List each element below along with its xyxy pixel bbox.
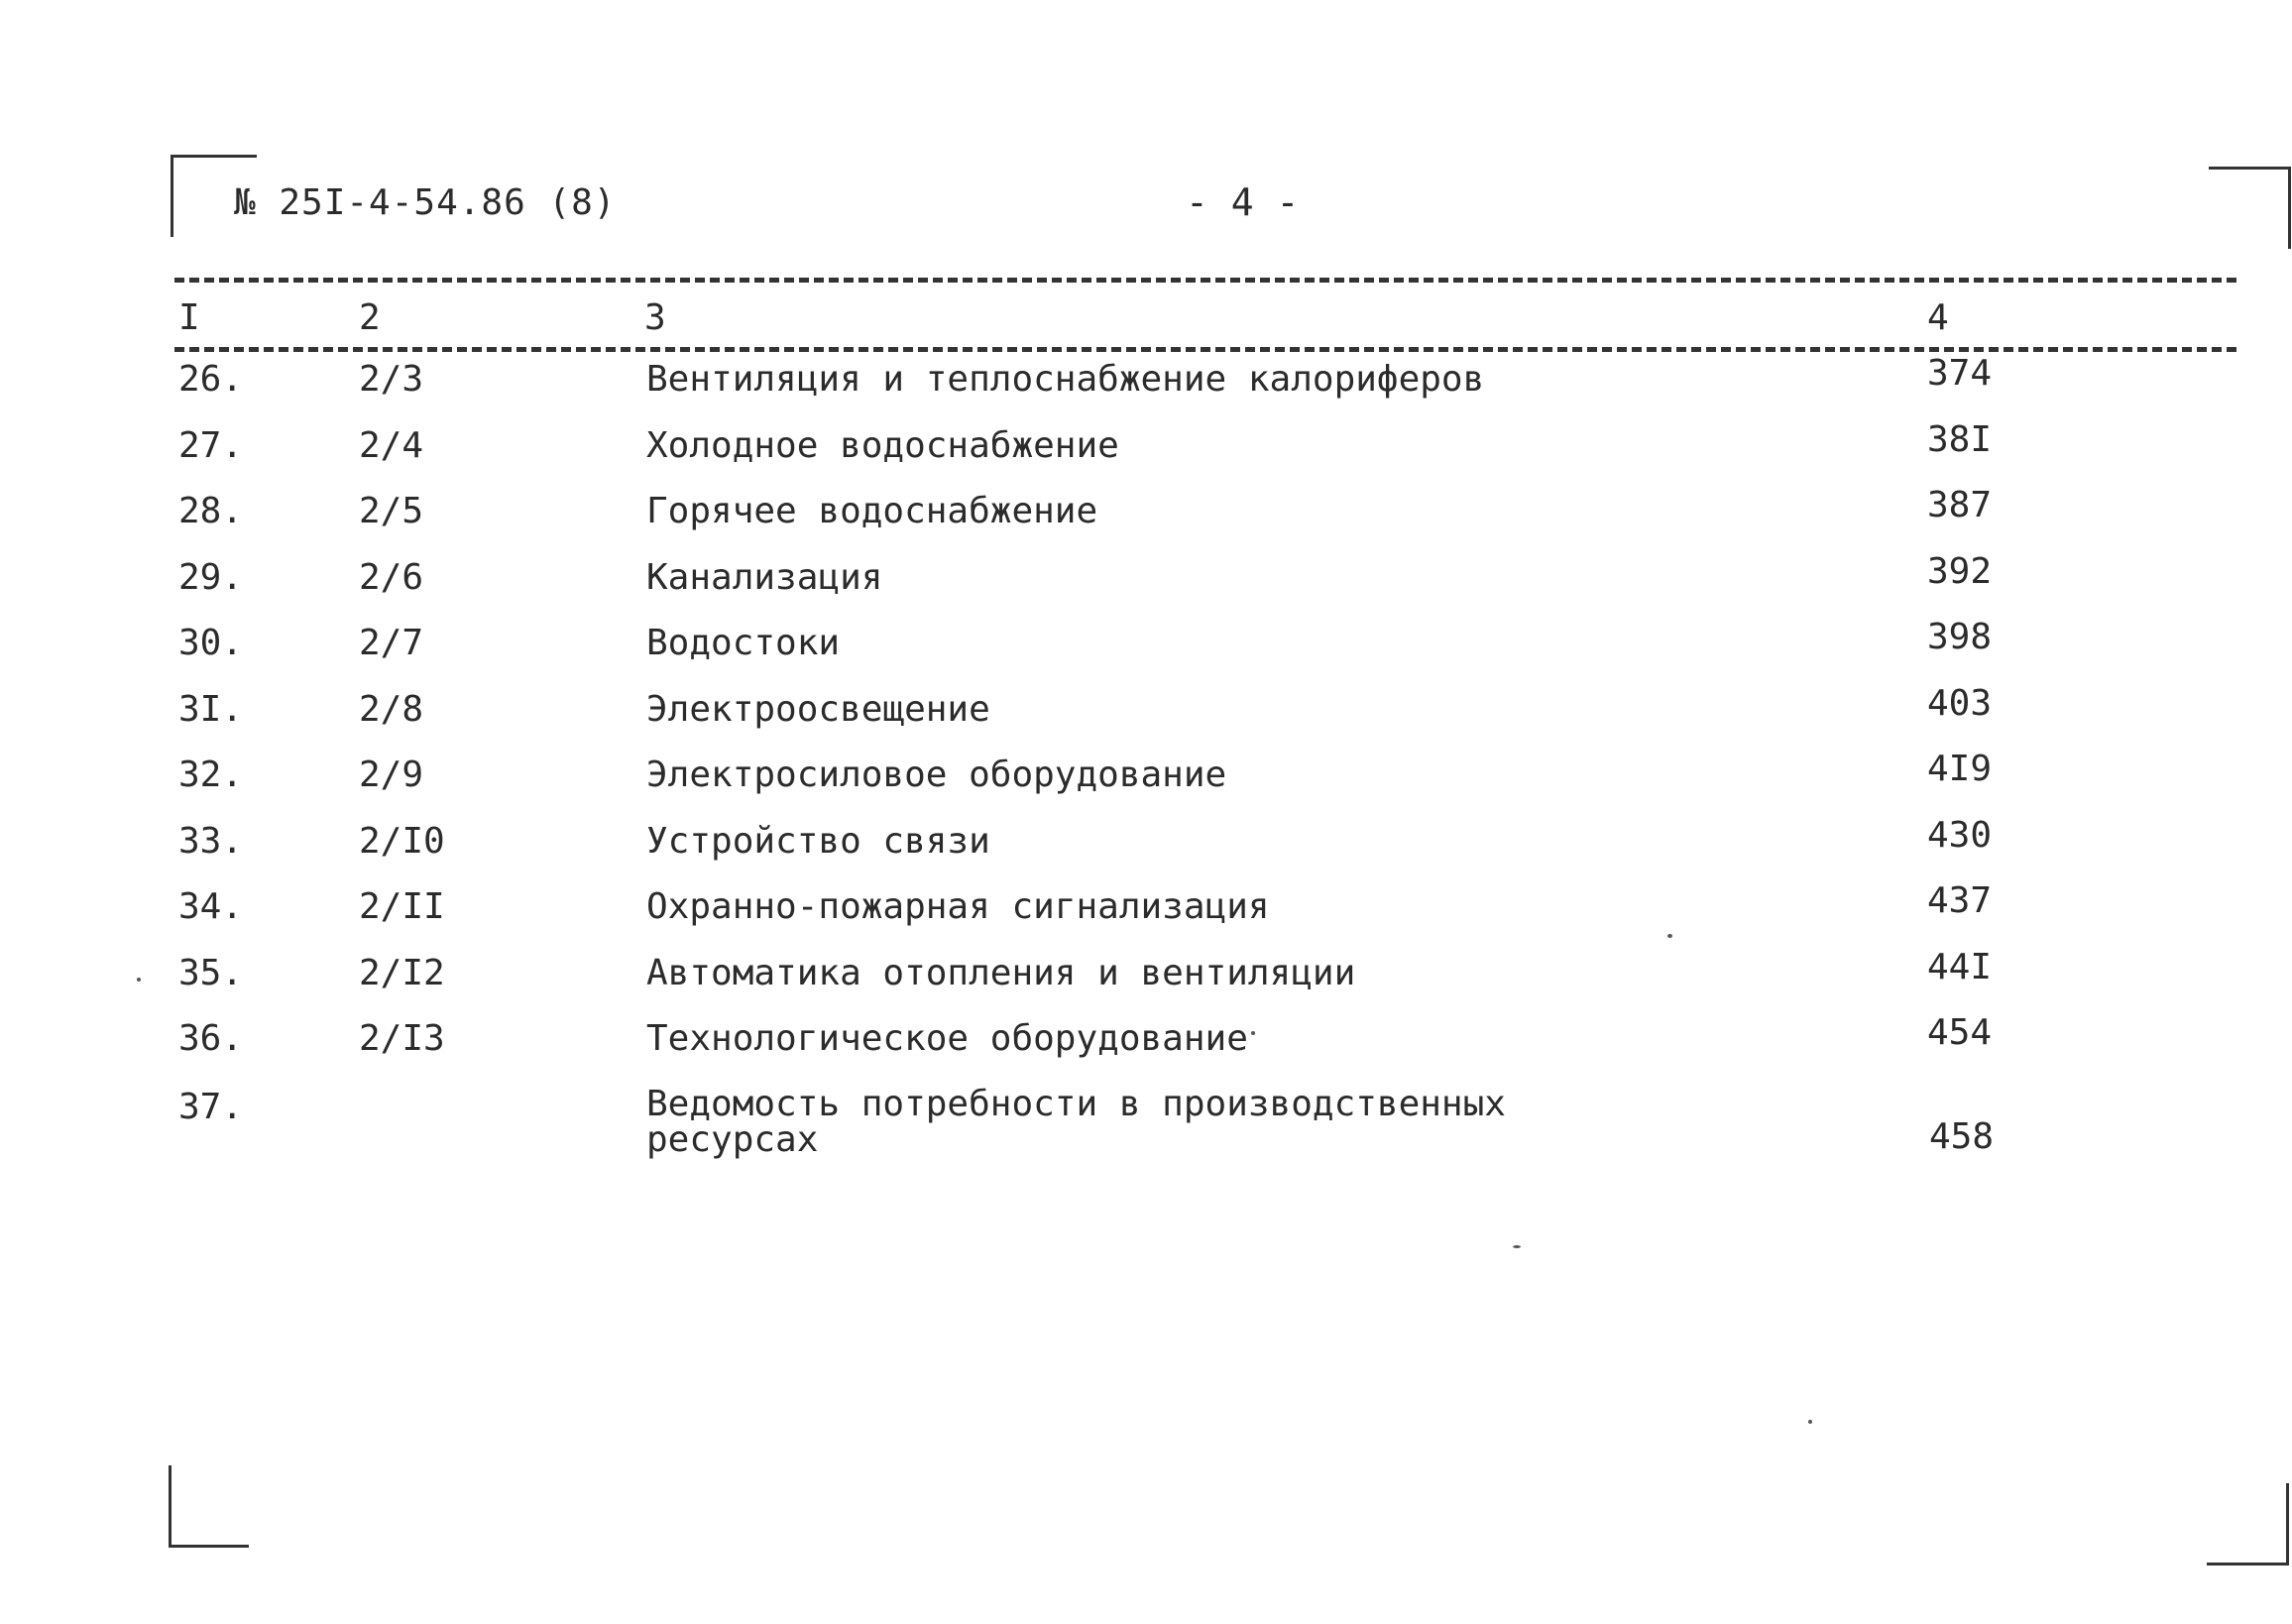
table-body <box>0 353 2292 1085</box>
table-row <box>0 418 2292 492</box>
row-code: 2/9 <box>359 754 424 795</box>
scan-speck <box>137 978 141 982</box>
corner-mark-bottom-right <box>2207 1483 2289 1566</box>
row-page: 4I9 <box>1927 749 1993 789</box>
corner-mark-bottom-left <box>169 1465 249 1548</box>
row-title: Электроосвещение <box>646 688 990 730</box>
row-title-multiline <box>646 1084 1539 1160</box>
column-header-2: 2 <box>359 297 381 338</box>
row-number: 3I. <box>178 688 244 730</box>
row-code: 2/4 <box>359 424 424 466</box>
row-page: 387 <box>1927 485 1993 525</box>
row-title: Электросиловое оборудование <box>646 754 1227 795</box>
row-page: 374 <box>1927 353 1993 394</box>
table-top-rule <box>174 278 2236 283</box>
table-row <box>0 682 2292 755</box>
row-title: Технологическое оборудование <box>646 1018 1248 1059</box>
row-code: 2/II <box>359 886 445 927</box>
table-row <box>0 485 2292 557</box>
row-number: 37. <box>178 1087 244 1127</box>
row-number: 35. <box>178 952 244 993</box>
row-title-line-1: Ведомость потребности в производственных <box>646 1084 1506 1124</box>
row-number: 30. <box>178 623 244 663</box>
column-header-3: 3 <box>644 297 666 338</box>
row-page: 454 <box>1927 1012 1993 1053</box>
table-row <box>0 946 2292 1019</box>
table-header-rule <box>174 347 2236 352</box>
row-title: Вентиляция и теплоснабжение калориферов <box>646 359 1485 400</box>
row-code: 2/I3 <box>359 1018 445 1059</box>
row-number: 27. <box>178 424 244 466</box>
row-code: 2/5 <box>359 491 424 531</box>
row-number: 26. <box>178 359 244 400</box>
row-title: Устройство связи <box>646 820 990 862</box>
row-number: 33. <box>178 820 244 862</box>
scan-speck <box>1808 1420 1812 1424</box>
row-title: Охранно-пожарная сигнализация <box>646 886 1270 927</box>
row-number: 36. <box>178 1018 244 1059</box>
row-title: Горячее водоснабжение <box>646 491 1098 531</box>
row-number: 32. <box>178 754 244 795</box>
row-title-line-2: ресурсах <box>646 1119 819 1160</box>
table-row <box>0 880 2292 953</box>
row-code: 2/7 <box>359 623 424 663</box>
row-page: 437 <box>1927 880 1993 921</box>
table-row <box>0 617 2292 689</box>
table-row <box>0 749 2292 821</box>
row-number: 34. <box>178 886 244 927</box>
table-row <box>0 814 2292 887</box>
row-page: 38I <box>1927 418 1993 460</box>
scan-speck <box>1513 1245 1521 1248</box>
scan-speck <box>1667 934 1672 938</box>
row-code: 2/6 <box>359 556 424 598</box>
row-page: 403 <box>1927 682 1993 724</box>
row-code: 2/I2 <box>359 952 445 993</box>
document-code: № 25I-4-54.86 (8) <box>234 182 617 223</box>
row-title: Канализация <box>646 556 883 598</box>
table-row <box>0 1012 2292 1085</box>
column-header-4: 4 <box>1927 297 1949 338</box>
row-code: 2/8 <box>359 688 424 730</box>
row-title: Автоматика отопления и вентиляции <box>646 952 1356 993</box>
row-page: 430 <box>1927 814 1993 856</box>
page-number: - 4 - <box>1186 180 1300 224</box>
row-number: 28. <box>178 491 244 531</box>
row-code: 2/3 <box>359 359 424 400</box>
row-title: Холодное водоснабжение <box>646 424 1119 466</box>
row-code: 2/I0 <box>359 820 445 862</box>
scan-speck <box>1251 1031 1255 1035</box>
row-number: 29. <box>178 556 244 598</box>
row-page: 458 <box>1929 1116 1995 1157</box>
row-title: Водостоки <box>646 623 841 663</box>
row-page: 398 <box>1927 617 1993 657</box>
row-page: 392 <box>1927 550 1993 592</box>
table-row <box>0 353 2292 425</box>
table-row <box>0 550 2292 624</box>
row-page: 44I <box>1927 946 1993 987</box>
corner-mark-top-right <box>2209 167 2291 249</box>
column-header-1: I <box>178 297 200 338</box>
